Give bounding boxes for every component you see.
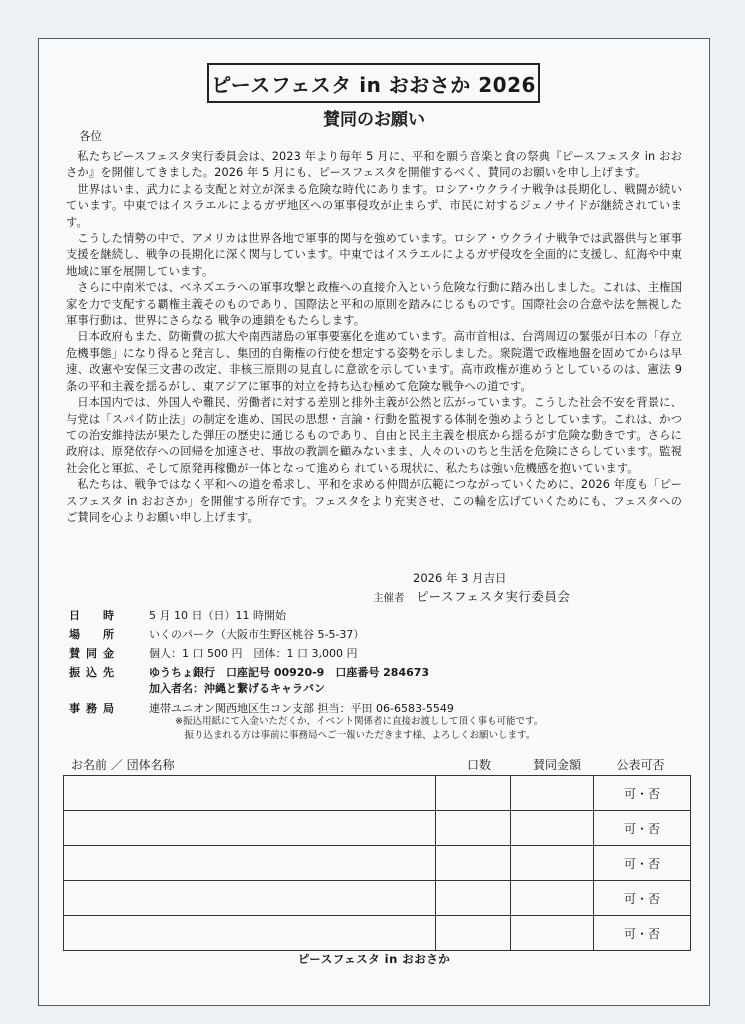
organizer-label: 主催者	[373, 592, 405, 604]
paragraph: 日本国内では、外国人や難民、労働者に対する差別と排外主義が公然と広がっています。こうした社会不安を背景に、与党は「スパイ防止法」の制定を進め、国民の思想・言論・行動を監視する体制を強めようとしています。これは、かつての治安維持法が果たした弾圧の歴史に通じるものであり、自由と民主主義を根底から揺るがす危険な動きです。さらに政府は、原発依存への回帰を加速させ、事故の教訓を顧みないまま、人々のいのちと生活を危険にさらしています。監視社会化と軍拡、そして原発再稼働が一体となって進めら れている現状に、私たちは強い危機感を抱いています。	[66, 396, 682, 475]
paragraph: 日本政府もまた、防衛費の拡大や南西諸島の軍事要塞化を進めています。高市首相は、台湾周辺の緊張が日本の「存立危機事態」になり得ると発言し、集団的自衛権の行使を想定する姿勢を示しました。衆院選で政権地盤を固めてからは早速、改憲や安保三文書の改定、非核三原則の見直しに意欲を示しています。高市政権が進めうとしているのは、憲法 9 条の平和主義を揺るがし、東アジアに軍事的対立を持ち込む極めて危険な戦争への道です。	[66, 330, 682, 393]
amount-cell[interactable]	[511, 846, 594, 880]
amount-cell[interactable]	[511, 916, 594, 950]
form-header	[63, 755, 691, 775]
publish-choice[interactable]: 可・否	[623, 891, 660, 906]
page-title: ピースフェスタ in おおさか 2026	[207, 63, 540, 103]
page-subtitle: 賛同のお願い	[323, 110, 425, 130]
info-label: 振込先	[69, 666, 120, 679]
paragraph: こうした情勢の中で、アメリカは世界各地で軍事的関与を強めています。ロシア・ウクライナ戦争では武器供与と軍事支援を継続し、戦争の長期化に深く関与しています。中東ではイスラエルによるガザ侵攻を全面的に支援し、紅海や中東地域に軍を展開しています。	[66, 232, 682, 278]
name-cell[interactable]	[64, 846, 436, 880]
paragraph: 世界はいま、武力による支配と対立が深まる危険な時代にあります。ロシア･ウクライナ戦争は長期化し、戦闘が続いています。中東ではイスラエルによるガザ地区への軍事侵攻が止まらず、市民に対するジェノサイドが継続されています。	[66, 182, 682, 229]
name-cell[interactable]	[64, 916, 436, 950]
request-letter-body	[66, 149, 682, 526]
form-grid	[63, 775, 691, 951]
amount-cell[interactable]	[511, 881, 594, 915]
footer-event-name: ピースフェスタ in おおさか	[297, 952, 451, 966]
amount-cell[interactable]	[511, 776, 594, 810]
organizer-name: ピースフェスタ実行委員会	[416, 589, 571, 604]
bank-account: ゆうちょ銀行 口座記号 00920-9 口座番号 284673	[149, 666, 430, 679]
form-row	[64, 811, 690, 846]
amount-cell[interactable]	[511, 811, 594, 845]
form-row	[64, 881, 690, 916]
info-value: 5 月 10 日（日）11 時開始	[149, 608, 286, 622]
info-value	[149, 664, 679, 696]
info-label: 場 所	[69, 627, 120, 641]
publish-choice[interactable]: 可・否	[623, 786, 660, 801]
publish-choice[interactable]: 可・否	[623, 926, 660, 941]
info-label: 賛同金	[69, 646, 120, 660]
info-value: いくのパーク（大阪市生野区桃谷 5-5-37）	[149, 627, 365, 641]
units-cell[interactable]	[436, 881, 511, 915]
organizer	[373, 587, 570, 605]
note-line: ※振込用紙にて入金いただくか、イベント関係者に直接お渡しして頂く事も可能です。	[175, 716, 544, 727]
account-holder: 加入者名：沖縄と繋げるキャラバン	[149, 682, 325, 695]
info-label: 日 時	[69, 608, 120, 622]
info-label: 事務局	[69, 701, 120, 715]
header-amount: 賛同金額	[532, 758, 581, 772]
header-units: 口数	[466, 758, 491, 772]
paragraph: 私たちは、戦争ではなく平和への道を希求し、平和を求める仲間が広範につながっていくために、2026 年度も「ピースフェスタ in おおさか」を開催する所存です。フェスタをより充実させ、この輪を広げていくためにも、フェスタへのご賛同を心よりお願い申し上げます。	[66, 478, 682, 524]
paragraph: さらに中南米では、ベネズエラへの軍事攻撃と政権への直接介入という危険な行動に踏み出しました。これは、主権国家を力で支配する覇権主義そのものであり、国際法と平和の原則を踏みにじるものです。国際社会の合意や法を無視した軍事行動は、世界にさらなる 戦争の連鎖をもたらします。	[66, 281, 682, 328]
event-info	[69, 605, 679, 717]
payment-notes	[175, 715, 543, 743]
note-line: 振り込まれる方は事前に事務局へご一報いただきます様、よろしくお願いします。	[175, 730, 536, 741]
header-publish: 公表可否	[616, 758, 665, 772]
info-row-datetime	[69, 605, 679, 624]
name-cell[interactable]	[64, 811, 436, 845]
units-cell[interactable]	[436, 846, 511, 880]
units-cell[interactable]	[436, 916, 511, 950]
info-row-transfer	[69, 662, 679, 698]
info-row-venue	[69, 624, 679, 643]
paragraph: 私たちピースフェスタ実行委員会は、2023 年より毎年 5 月に、平和を願う音楽と食の祭典『ピースフェスタ in おおさか』を開催してきました。2026 年 5 月にも、ピースフェスタを開催するべく、賛同のお願いを申し上げます。	[66, 150, 682, 180]
addressee: 各位	[79, 129, 102, 143]
endorsement-form	[63, 755, 691, 951]
name-cell[interactable]	[64, 776, 436, 810]
publish-choice[interactable]: 可・否	[623, 856, 660, 871]
units-cell[interactable]	[436, 776, 511, 810]
publish-choice[interactable]: 可・否	[623, 821, 660, 836]
name-cell[interactable]	[64, 881, 436, 915]
form-row	[64, 776, 690, 811]
form-row	[64, 916, 690, 950]
info-value: 個人：1 口 500 円 団体：1 口 3,000 円	[149, 646, 358, 660]
header-name: お名前 ／ 団体名称	[71, 758, 175, 772]
issue-date: 2026 年 3 月吉日	[413, 571, 507, 585]
form-row	[64, 846, 690, 881]
info-value: 連帯ユニオン関西地区生コン支部 担当：平田 06-6583-5549	[149, 701, 454, 715]
info-row-fee	[69, 643, 679, 662]
flyer-page	[38, 38, 710, 1006]
units-cell[interactable]	[436, 811, 511, 845]
